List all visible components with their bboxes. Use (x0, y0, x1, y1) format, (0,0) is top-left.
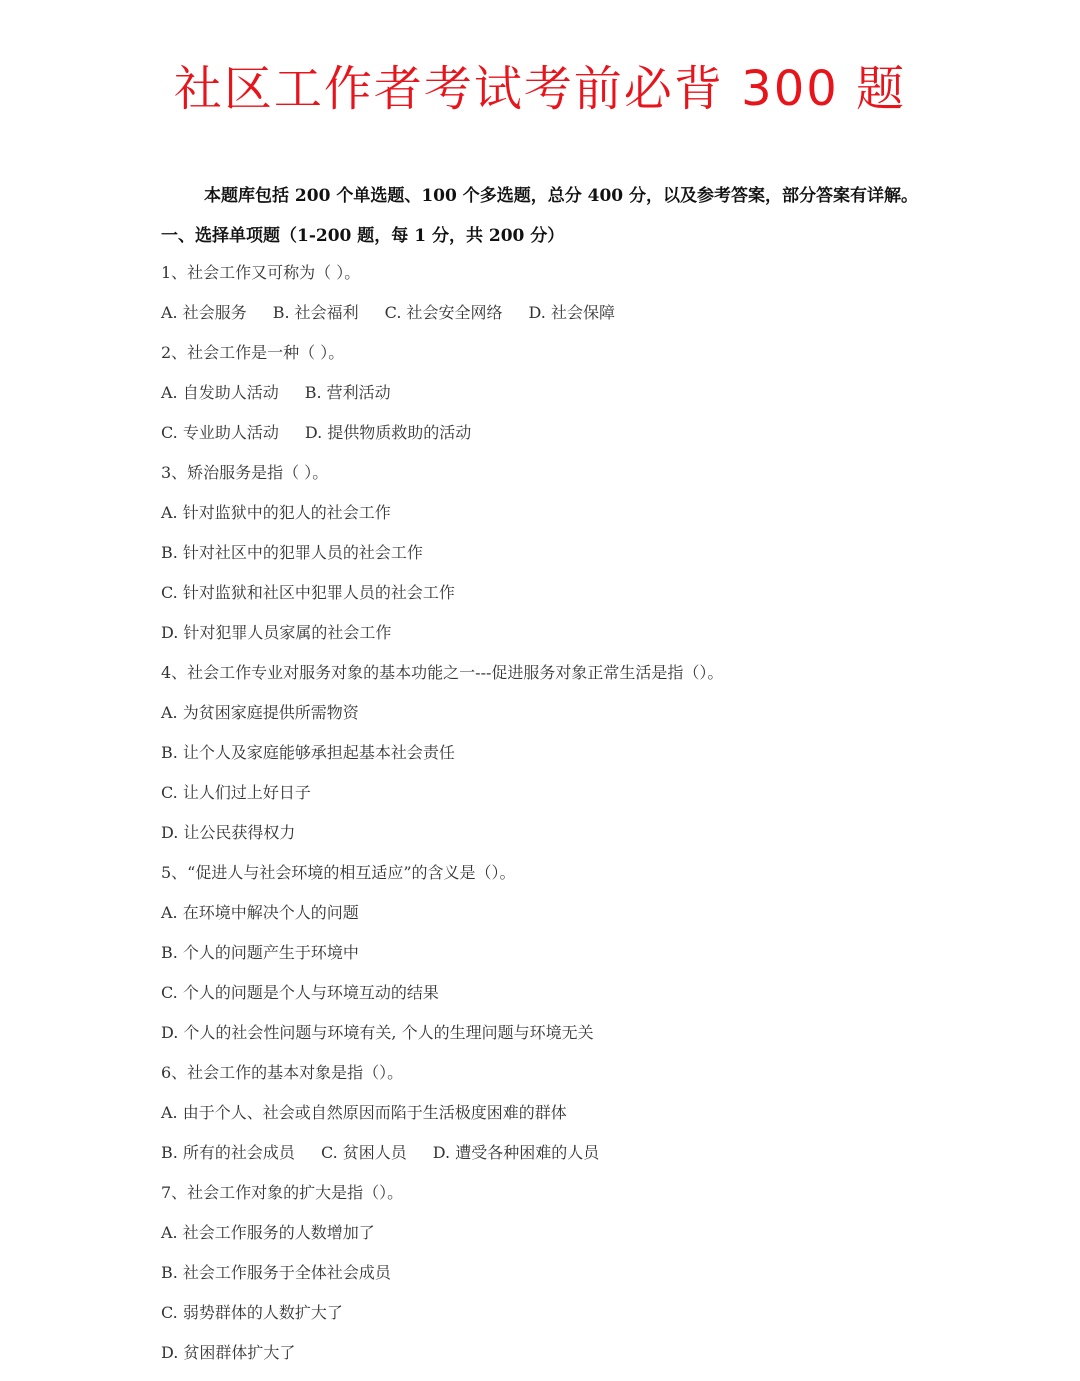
answer-option: A. 社会工作服务的人数增加了 (161, 1223, 375, 1242)
question-stem: 5、“促进人与社会环境的相互适应”的含义是（）。 (161, 863, 516, 882)
question-stem: 7、社会工作对象的扩大是指（）。 (161, 1183, 404, 1202)
question-stem: 6、社会工作的基本对象是指（）。 (161, 1063, 404, 1082)
option-row (161, 701, 1041, 741)
section-heading: 一、选择单项题（1-200 题，每 1 分，共 200 分） (161, 226, 565, 246)
option-row (161, 621, 1041, 661)
answer-option: D. 个人的社会性问题与环境有关, 个人的生理问题与环境无关 (161, 1023, 594, 1042)
answer-option: C. 让人们过上好日子 (161, 783, 311, 802)
answer-option: A. 自发助人活动 (161, 383, 279, 402)
answer-option: A. 在环境中解决个人的问题 (161, 903, 359, 922)
question-stem: 4、社会工作专业对服务对象的基本功能之一---促进服务对象正常生活是指（）。 (161, 663, 724, 682)
answer-option: B. 营利活动 (304, 383, 391, 402)
answer-option: D. 提供物质救助的活动 (304, 423, 472, 442)
answer-option: A. 社会服务 (161, 303, 247, 322)
answer-option: D. 让公民获得权力 (161, 823, 296, 842)
answer-option: A. 针对监狱中的犯人的社会工作 (161, 503, 391, 522)
option-row (161, 741, 1041, 781)
question-stem: 2、社会工作是一种（ ）。 (161, 343, 345, 362)
option-row (161, 981, 1041, 1021)
option-row (161, 1021, 1041, 1061)
option-row (161, 381, 1041, 421)
option-row (161, 421, 1041, 461)
answer-option: A. 为贫困家庭提供所需物资 (161, 703, 359, 722)
answer-option: D. 社会保障 (528, 303, 615, 322)
option-row (161, 1141, 1041, 1181)
answer-option: C. 个人的问题是个人与环境互动的结果 (161, 983, 439, 1002)
option-row (161, 501, 1041, 541)
answer-option: C. 贫困人员 (320, 1143, 407, 1162)
answer-option: B. 社会福利 (272, 303, 359, 322)
question-stem: 3、矫治服务是指（ ）。 (161, 463, 329, 482)
answer-option: D. 遭受各种困难的人员 (432, 1143, 600, 1162)
document-title: 社区工作者考试考前必背 300 题 (173, 61, 907, 117)
answer-option: B. 针对社区中的犯罪人员的社会工作 (161, 543, 423, 562)
answer-option: C. 弱势群体的人数扩大了 (161, 1303, 343, 1322)
answer-option: D. 贫困群体扩大了 (161, 1343, 296, 1362)
option-row (161, 1101, 1041, 1141)
option-row (161, 941, 1041, 981)
answer-option: B. 社会工作服务于全体社会成员 (161, 1263, 391, 1282)
answer-option: C. 针对监狱和社区中犯罪人员的社会工作 (161, 583, 455, 602)
answer-option: A. 由于个人、社会或自然原因而陷于生活极度困难的群体 (161, 1103, 567, 1122)
option-row (161, 301, 1041, 341)
option-row (161, 541, 1041, 581)
intro-text: 本题库包括 200 个单选题、100 个多选题，总分 400 分，以及参考答案，部分答案有详解。 (204, 186, 919, 206)
question-stem: 1、社会工作又可称为（ ）。 (161, 263, 361, 282)
option-row (161, 1341, 1041, 1381)
option-row (161, 1261, 1041, 1301)
question-list (161, 261, 1041, 1381)
answer-option: B. 个人的问题产生于环境中 (161, 943, 359, 962)
answer-option: D. 针对犯罪人员家属的社会工作 (161, 623, 392, 642)
option-row (161, 581, 1041, 621)
answer-option: B. 让个人及家庭能够承担起基本社会责任 (161, 743, 455, 762)
answer-option: C. 社会安全网络 (384, 303, 503, 322)
option-row (161, 901, 1041, 941)
option-row (161, 821, 1041, 861)
option-row (161, 1221, 1041, 1261)
answer-option: B. 所有的社会成员 (161, 1143, 295, 1162)
option-row (161, 781, 1041, 821)
answer-option: C. 专业助人活动 (161, 423, 279, 442)
option-row (161, 1301, 1041, 1341)
